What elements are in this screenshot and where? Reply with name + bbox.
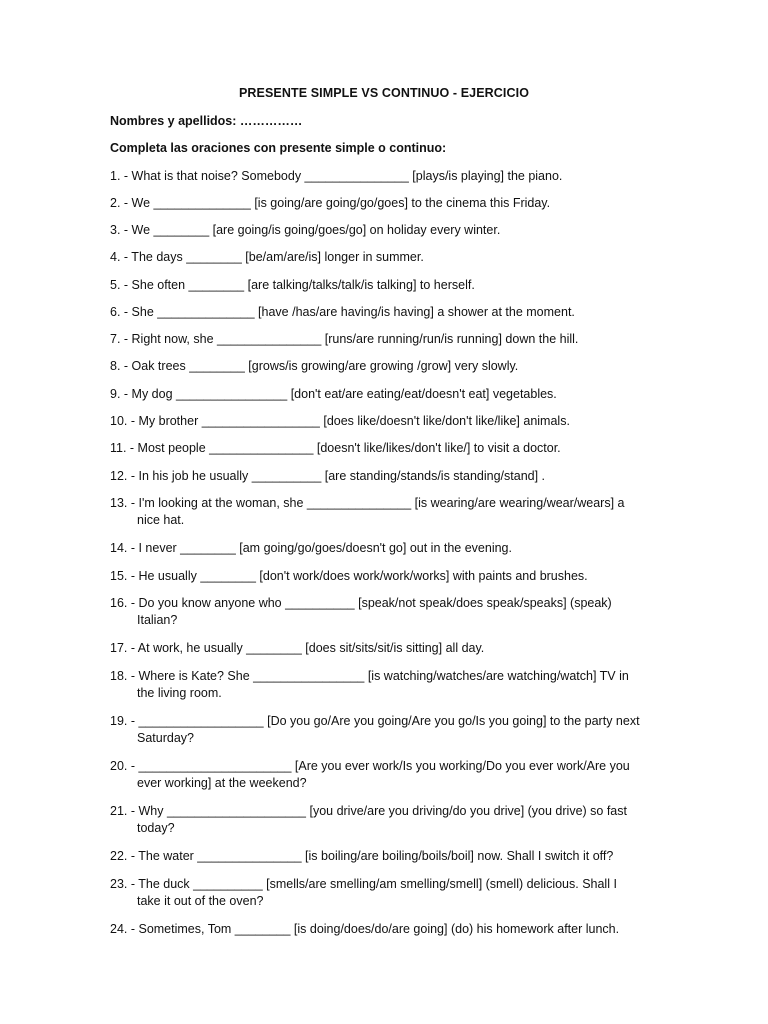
exercise-item-14 <box>110 540 670 557</box>
exercise-item-22 <box>110 848 670 865</box>
exercise-item-7 <box>110 331 670 348</box>
exercise-item-1 <box>110 168 670 185</box>
exercise-item-text: 14. - I never ________ [am going/go/goes/doesn't go] out in the evening. <box>110 541 512 555</box>
exercise-item-continuation: Saturday? <box>137 731 194 745</box>
exercise-item-continuation: the living room. <box>137 686 222 700</box>
exercise-item-continuation: Italian? <box>137 613 178 627</box>
exercise-item-continuation: nice hat. <box>137 513 185 527</box>
exercise-item-text: 6. - She ______________ [have /has/are having/is having] a shower at the moment. <box>110 305 575 319</box>
exercise-item-13 <box>110 495 670 529</box>
exercise-item-16 <box>110 595 670 629</box>
exercise-item-2 <box>110 195 670 212</box>
exercise-item-continuation: take it out of the oven? <box>137 894 264 908</box>
exercise-item-text: 9. - My dog ________________ [don't eat/are eating/eat/doesn't eat] vegetables. <box>110 387 557 401</box>
document-title: PRESENTE SIMPLE VS CONTINUO - EJERCICIO <box>238 86 530 100</box>
exercise-item-19 <box>110 713 670 747</box>
exercise-item-20 <box>110 758 670 792</box>
exercise-item-text: 15. - He usually ________ [don't work/does work/work/works] with paints and brushes. <box>110 569 588 583</box>
exercise-item-18 <box>110 668 670 702</box>
exercise-item-3 <box>110 222 670 239</box>
exercise-item-continuation: today? <box>137 821 175 835</box>
exercise-item-text: 2. - We ______________ [is going/are going/go/goes] to the cinema this Friday. <box>110 196 551 210</box>
exercise-item-text: 24. - Sometimes, Tom ________ [is doing/does/do/are going] (do) his homework after lunch. <box>110 922 620 936</box>
exercise-item-10 <box>110 413 670 430</box>
exercise-item-text: 11. - Most people _______________ [doesn't like/likes/don't like/] to visit a doctor. <box>110 441 561 455</box>
exercise-item-11 <box>110 440 670 457</box>
exercise-item-text: 19. - __________________ [Do you go/Are you going/Are you go/Is you going] to the party next <box>110 714 640 728</box>
exercise-item-text: 5. - She often ________ [are talking/talks/talk/is talking] to herself. <box>110 278 475 292</box>
exercise-item-continuation: ever working] at the weekend? <box>137 776 307 790</box>
exercise-item-text: 1. - What is that noise? Somebody _______________ [plays/is playing] the piano. <box>110 169 563 183</box>
exercise-item-text: 13. - I'm looking at the woman, she _______________ [is wearing/are wearing/wear/wears] a <box>110 496 625 510</box>
exercise-item-text: 4. - The days ________ [be/am/are/is] longer in summer. <box>110 250 424 264</box>
exercise-item-text: 10. - My brother _________________ [does like/doesn't like/don't like/like] animals. <box>110 414 570 428</box>
exercise-item-23 <box>110 876 670 910</box>
exercise-item-text: 18. - Where is Kate? She ________________ [is watching/watches/are watching/watch] TV in <box>110 669 629 683</box>
exercise-item-21 <box>110 803 670 837</box>
exercise-item-17 <box>110 640 670 657</box>
exercise-item-12 <box>110 468 670 485</box>
exercise-item-text: 17. - At work, he usually ________ [does sit/sits/sit/is sitting] all day. <box>110 641 485 655</box>
exercise-item-5 <box>110 277 670 294</box>
name-line: Nombres y apellidos: …………… <box>110 114 303 128</box>
exercise-item-text: 16. - Do you know anyone who __________ [speak/not speak/does speak/speaks] (speak) <box>110 596 612 610</box>
exercise-item-text: 3. - We ________ [are going/is going/goes/go] on holiday every winter. <box>110 223 501 237</box>
exercise-item-8 <box>110 358 670 375</box>
exercise-item-text: 12. - In his job he usually __________ [are standing/stands/is standing/stand] . <box>110 469 546 483</box>
exercise-item-6 <box>110 304 670 321</box>
exercise-item-text: 7. - Right now, she _______________ [runs/are running/run/is running] down the hill. <box>110 332 579 346</box>
exercise-item-4 <box>110 249 670 266</box>
exercise-item-text: 23. - The duck __________ [smells/are smelling/am smelling/smell] (smell) delicious. Shall I <box>110 877 617 891</box>
instruction-text: Completa las oraciones con presente simple o continuo: <box>110 141 447 155</box>
exercise-item-text: 22. - The water _______________ [is boiling/are boiling/boils/boil] now. Shall I switch it off? <box>110 849 614 863</box>
exercise-item-text: 21. - Why ____________________ [you drive/are you driving/do you drive] (you drive) so fast <box>110 804 627 818</box>
exercise-item-text: 8. - Oak trees ________ [grows/is growing/are growing /grow] very slowly. <box>110 359 519 373</box>
exercise-item-9 <box>110 386 670 403</box>
exercise-item-text: 20. - ______________________ [Are you ever work/Is you working/Do you ever work/Are you <box>110 759 630 773</box>
exercise-item-15 <box>110 568 670 585</box>
exercise-item-24 <box>110 921 670 938</box>
